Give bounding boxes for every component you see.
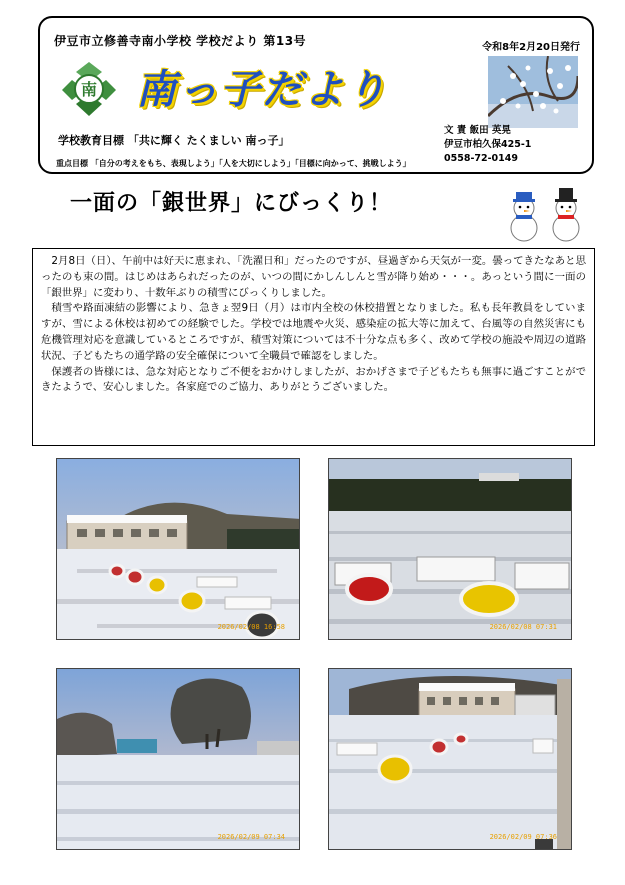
article-paragraph: 2月8日（日）、午前中は好天に恵まれ、「洗濯日和」だったのですが、昼過ぎから天気が一変。曇ってきたなあと思ったのも束の間。はじめはあられだったのが、いつの間にかしんしんと雪が降り始め・・・。あっという間に一面の「銀世界」に変わり、十数年ぶりの積雪にびっくりしました。 xyxy=(41,255,586,299)
photo-timestamp: 2026/02/08 07:31 xyxy=(489,623,557,631)
author-block xyxy=(444,124,531,166)
newsletter-header xyxy=(38,16,594,174)
school-emblem-icon xyxy=(60,60,118,118)
photo-timestamp: 2026/02/09 07:36 xyxy=(489,833,557,841)
educational-goal: 学校教育目標 「共に輝く たくましい 南っ子」 xyxy=(58,134,290,147)
snow-photo-playground-tires xyxy=(328,458,572,640)
emblem-char: 南 xyxy=(80,80,98,99)
article-body xyxy=(32,248,595,446)
author-name: 文 責 飯田 英晃 xyxy=(444,125,511,136)
snow-photo-schoolyard-trees xyxy=(56,668,300,850)
photo-timestamp: 2026/02/09 07:34 xyxy=(217,833,285,841)
article-headline: 一面の「銀世界」にびっくり！ xyxy=(70,190,393,216)
school-address: 伊豆市柏久保425-1 xyxy=(444,139,532,150)
photo-timestamp: 2026/02/08 16:58 xyxy=(217,623,285,631)
snow-photo-morning-school xyxy=(328,668,572,850)
article-paragraph: 保護者の皆様には、急な対応となりご不便をおかけしましたが、おかげさまで子どもたちも無事に過ごすことができたようで、安心しました。各家庭でのご協力、ありがとうございました。 xyxy=(41,365,586,394)
focus-goal: 重点目標 「自分の考えをもち、表現しよう」「人を大切にしよう」「目標に向かって、挑戦しよう」 xyxy=(56,159,411,168)
article-paragraph: 積雪や路面凍結の影響により、急きょ翌9日（月）は市内全校の休校措置となりました。私も長年教員をしていますが、雪による休校は初めての経験でした。学校では地震や火災、感染症の拡大等に加えて、台風等の自然災害にも危機管理対応を意識しているところですが、積雪対策については不十分な点も多く、改めて学校の施設や周辺の道路状況、子どもたちの通学路の安全確保について全職員で確認をしました。 xyxy=(41,302,586,362)
school-name: 伊豆市立修善寺南小学校 学校だより 第13号 xyxy=(54,34,307,48)
snowmen-illustration xyxy=(504,184,590,242)
school-phone: 0558-72-0149 xyxy=(444,153,518,164)
issue-date: 令和8年2月20日発行 xyxy=(482,42,580,53)
snow-photo-school-building xyxy=(56,458,300,640)
newsletter-title: 南っ子だより xyxy=(136,67,388,113)
plum-blossom-photo xyxy=(488,56,578,128)
